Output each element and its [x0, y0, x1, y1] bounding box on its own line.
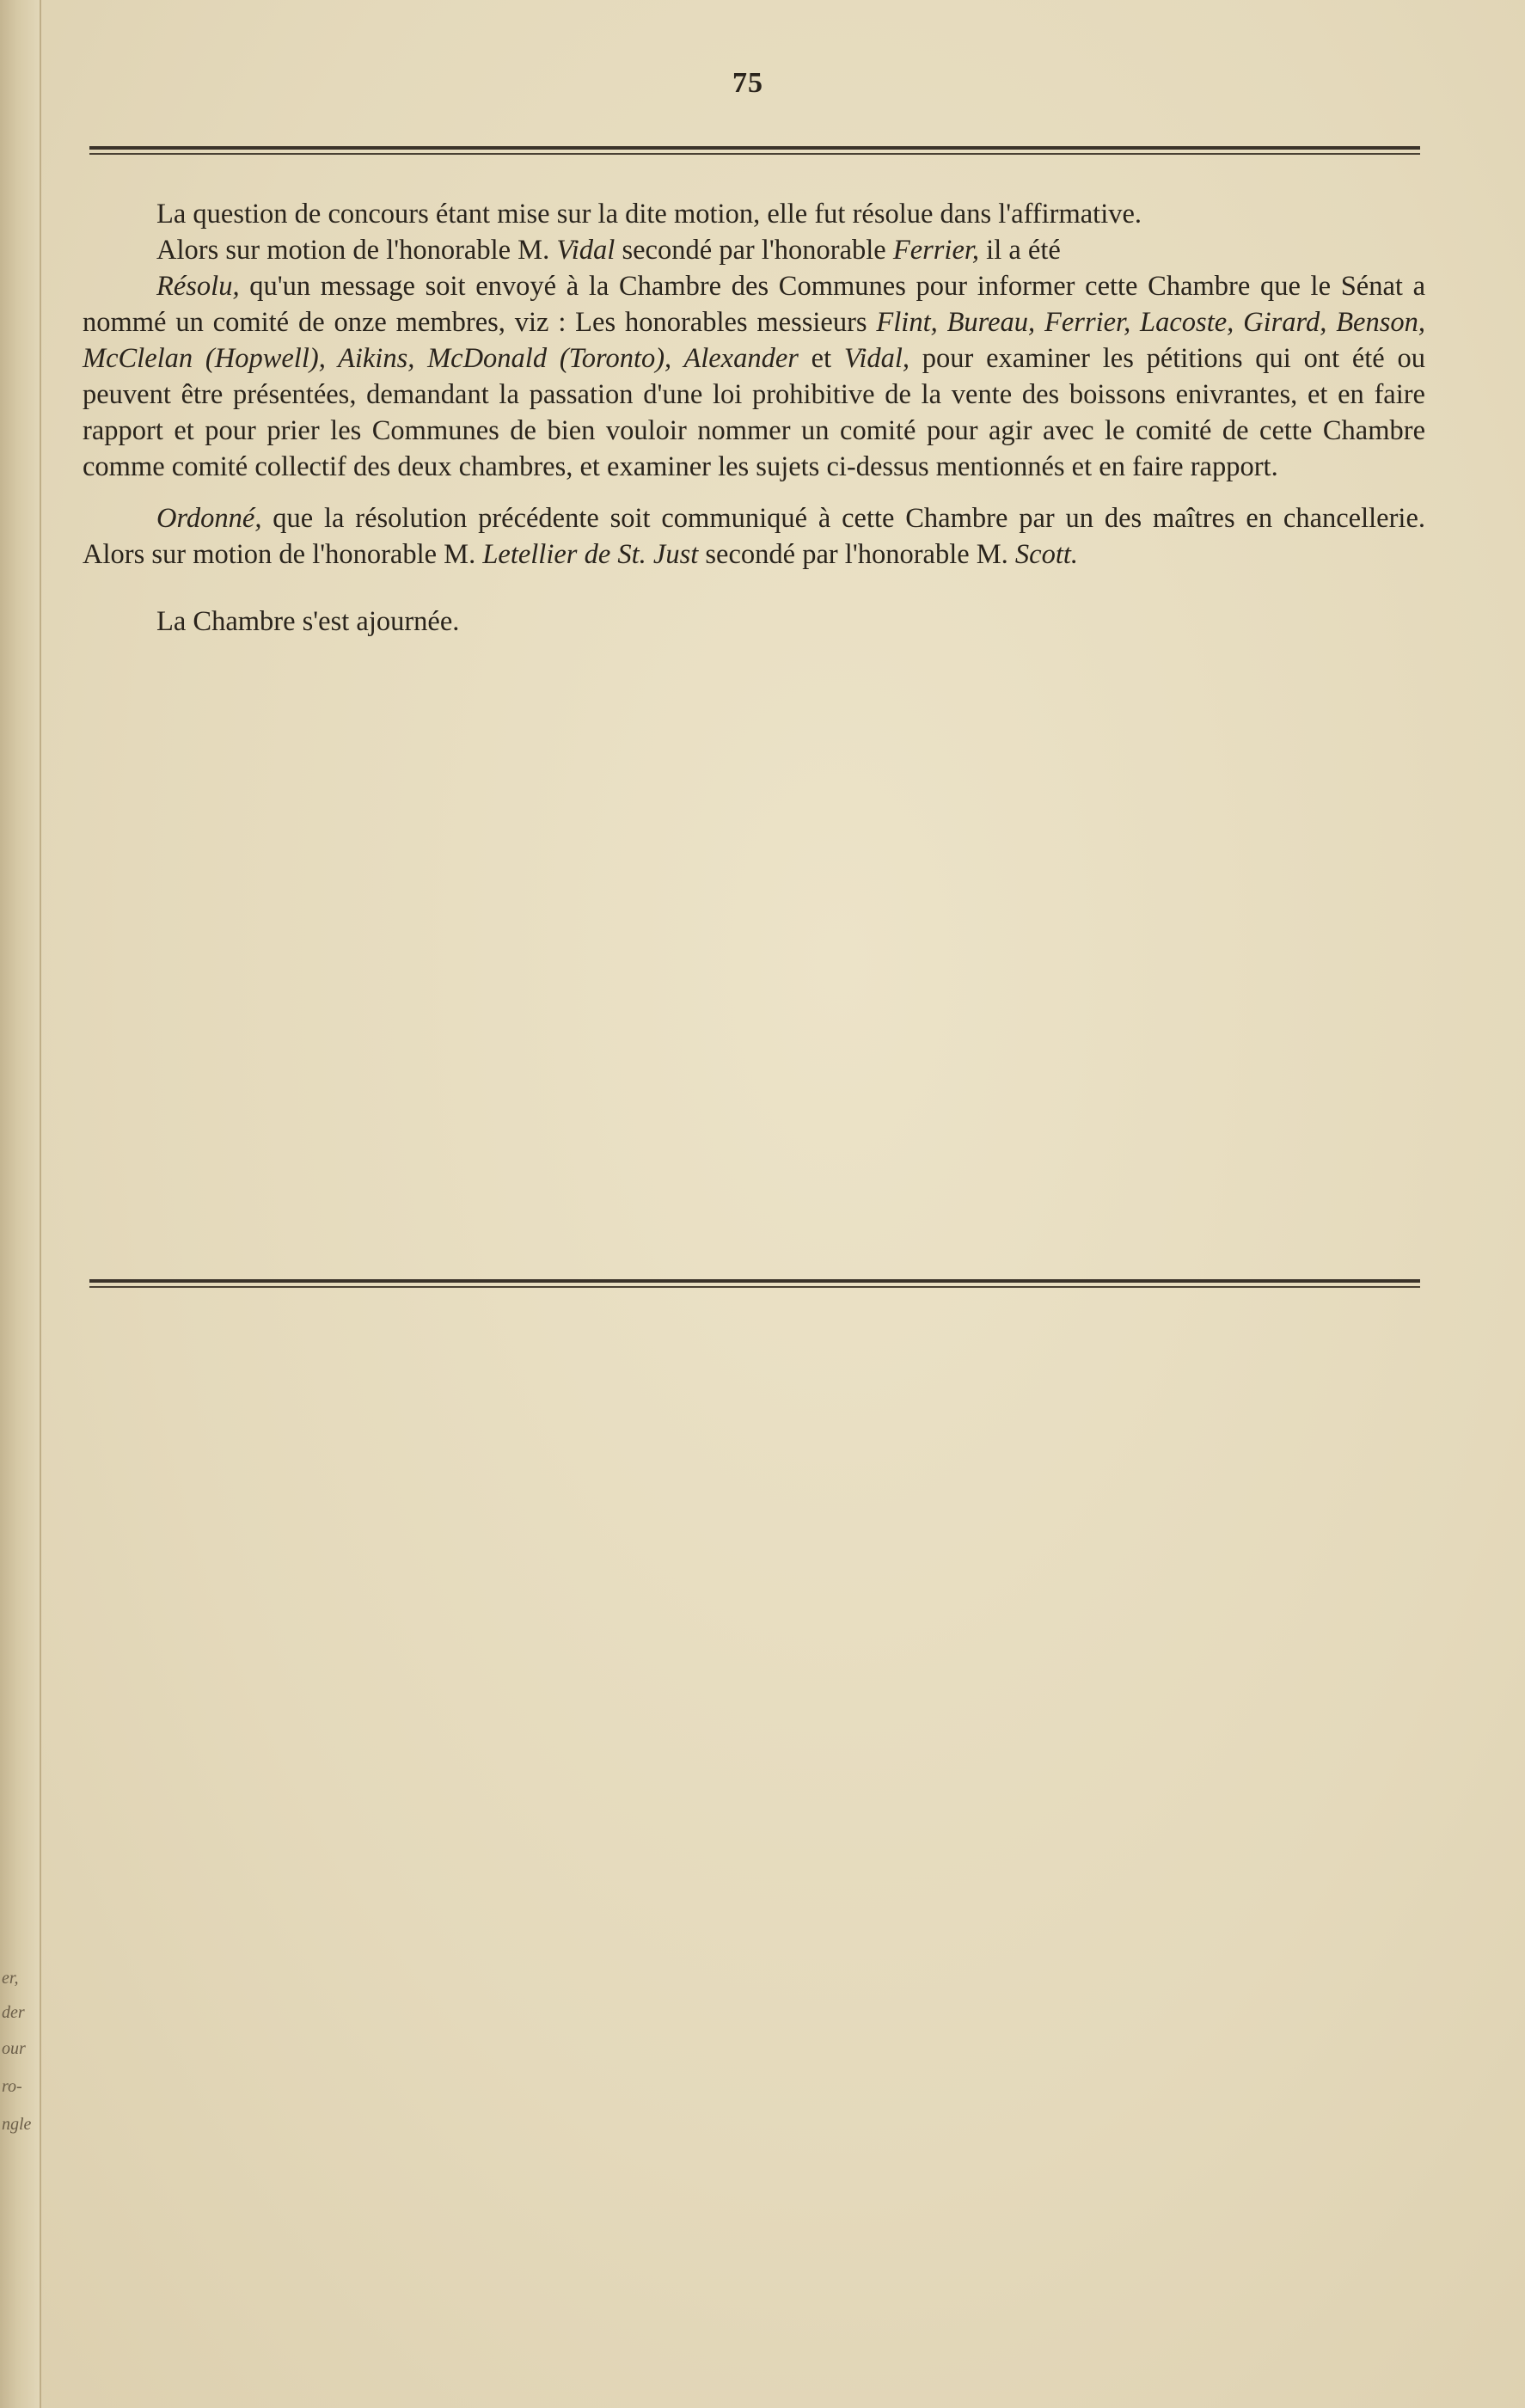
section-end-rule — [89, 1279, 1420, 1288]
body-text — [83, 196, 1425, 640]
name-letellier: Letellier de St. Just — [482, 539, 699, 570]
paragraph-ordonne: Ordonné, que la résolution précédente soit communiqué à cette Chambre par un des maîtres en chancellerie. Alors sur motion de l'honorable M. Letellier de St. Just secondé par l'honorable M. Scott. — [83, 503, 1425, 570]
margin-fragment: er, — [2, 1969, 19, 1988]
name-vidal-2: Vidal, — [843, 343, 909, 374]
ordonne-label: Ordonné, — [156, 503, 262, 534]
header-rule — [89, 146, 1420, 155]
margin-fragment: der — [2, 2003, 25, 2022]
paragraph-motion: Alors sur motion de l'honorable M. Vidal secondé par l'honorable Ferrier, il a été — [156, 235, 1061, 266]
name-scott: Scott. — [1014, 539, 1079, 570]
name-ferrier: Ferrier, — [892, 235, 980, 266]
binding-edge — [0, 0, 41, 2408]
name-vidal: Vidal — [556, 235, 616, 266]
page-number: 75 — [732, 67, 763, 99]
paragraph-adjournment: La Chambre s'est ajournée. — [156, 606, 460, 637]
margin-fragment: our — [2, 2039, 26, 2058]
committee-names: Flint, Bureau, Ferrier, Lacoste, Girard, Benson, McClelan (Hopwell), Aikins, McDonald (Toronto), Alexander — [83, 307, 1425, 374]
paragraph-resolution: Résolu, qu'un message soit envoyé à la Chambre des Communes pour informer cette Chambre que le Sénat a nommé un comité de onze membres, viz : Les honorables messieurs Flint, Bureau, Ferrier, Lacoste, Girard, Benson, McClelan (Hopwell), Aikins, McDonald (Toronto), Alexander et Vidal, pour examiner les pétitions qui ont été ou peuvent être présentées, demandant la passation d'une loi prohibitive de la vente des boissons enivrantes, et en faire rapport et pour prier les Communes de bien vouloir nommer un comité pour agir avec le comité de cette Chambre comme comité collectif des deux chambres, et examiner les sujets ci-dessus mentionnés et en faire rapport. — [83, 271, 1425, 482]
paragraph-concours: La question de concours étant mise sur la dite motion, elle fut résolue dans l'affirmative. — [156, 199, 1142, 230]
margin-fragment: ro- — [2, 2077, 22, 2096]
margin-fragment: ngle — [2, 2115, 32, 2134]
resolu-label: Résolu, — [156, 271, 240, 302]
